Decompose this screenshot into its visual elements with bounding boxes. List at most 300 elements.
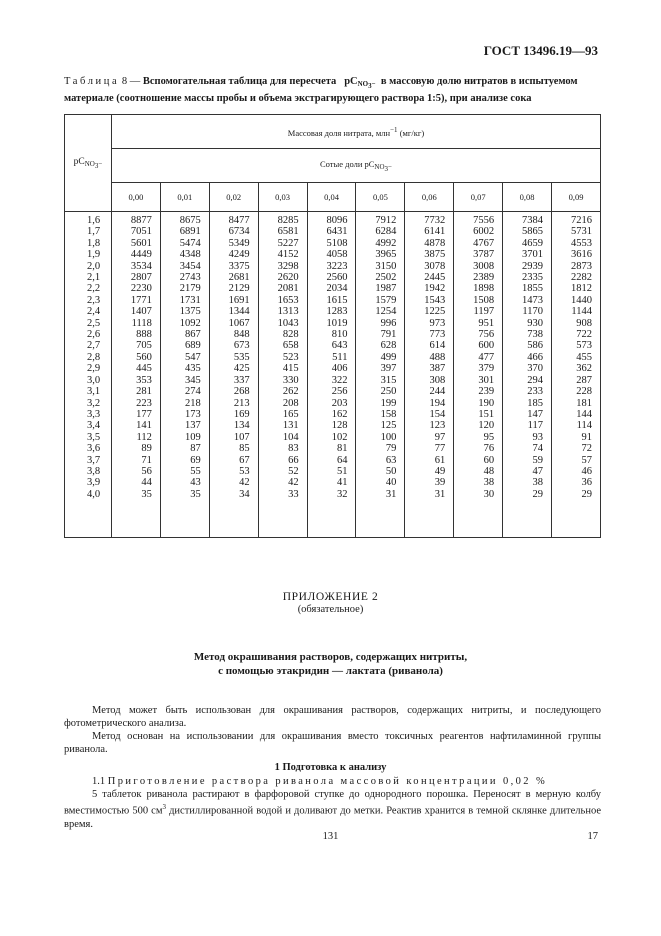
table-cell: 100 — [380, 431, 397, 443]
table-cell: 95 — [483, 431, 495, 443]
table-cell: 2445 — [424, 272, 446, 284]
table-cell: 435 — [185, 363, 201, 375]
table-cell: 2560 — [326, 272, 348, 284]
table-cell: 51 — [336, 465, 348, 477]
caption-number: 8 — [121, 76, 128, 87]
table-cell: 996 — [380, 317, 397, 329]
table-cell: 31 — [385, 488, 397, 500]
table-cell: 1225 — [424, 306, 446, 318]
caption-dash: — — [129, 76, 141, 87]
table-cell: 6734 — [228, 226, 250, 238]
ph-value: 2,5 — [87, 317, 101, 329]
table-cell: 2389 — [473, 272, 495, 284]
table-cell: 1254 — [375, 306, 397, 318]
sheet-number: 17 — [587, 831, 598, 842]
ph-value: 3,3 — [87, 408, 101, 420]
table-cell: 250 — [380, 386, 397, 398]
table-cell: 117 — [527, 420, 544, 432]
table-caption — [64, 76, 601, 105]
table-cell: 102 — [331, 431, 348, 443]
table-cell: 445 — [136, 363, 152, 375]
table-cell: 1019 — [326, 317, 348, 329]
table-cell: 74 — [532, 443, 544, 455]
table-cell: 42 — [288, 477, 299, 489]
table-cell: 4348 — [179, 249, 201, 261]
table-cell: 1197 — [473, 306, 495, 318]
table-cell: 387 — [429, 363, 446, 375]
col-head-pc — [65, 115, 112, 212]
value-column-2 — [209, 212, 258, 538]
table-cell: 3008 — [473, 260, 495, 272]
table-cell: 370 — [527, 363, 544, 375]
method-title-line-1: Метод окрашивания растворов, содержащих нитриты, — [193, 651, 468, 663]
paragraph-2: Метод основан на использовании для окрашивания вместо токсичных реагентов нафтиламинной группы риванола. — [64, 731, 601, 755]
table-cell: 8877 — [130, 215, 152, 226]
table-cell: 466 — [527, 351, 544, 363]
table-cell: 345 — [185, 374, 201, 386]
table-cell: 2939 — [522, 260, 544, 272]
paragraph-3-part-a: 5 таблеток риванола растирают в фарфоровой ступке до однородного порошка. Переносят в мерную колбу вместимостью 500 см — [64, 789, 601, 817]
table-cell: 1170 — [522, 306, 544, 318]
table-cell: 2179 — [179, 283, 201, 295]
table-cell: 38 — [483, 477, 495, 489]
table-cell: 455 — [576, 351, 592, 363]
table-cell: 1043 — [277, 317, 299, 329]
table-cell: 173 — [185, 408, 201, 420]
table-cell: 2129 — [228, 283, 250, 295]
table-cell: 114 — [576, 420, 592, 432]
table-cell: 5227 — [277, 237, 299, 249]
table-cell: 4767 — [473, 237, 495, 249]
table-cell: 1440 — [571, 294, 592, 306]
table-cell: 773 — [429, 329, 446, 341]
ph-value: 3,7 — [87, 454, 101, 466]
table-cell: 29 — [532, 488, 544, 500]
table-cell: 1653 — [277, 294, 299, 306]
table-cell: 107 — [233, 431, 250, 443]
table-cell: 1092 — [179, 317, 201, 329]
table-cell: 3616 — [571, 249, 592, 261]
ph-value: 1,7 — [87, 226, 101, 238]
table-cell: 828 — [282, 329, 299, 341]
table-cell: 5349 — [228, 237, 250, 249]
table-cell: 33 — [288, 488, 299, 500]
table-cell: 85 — [239, 443, 250, 455]
table-cell: 262 — [282, 386, 299, 398]
table-cell: 867 — [185, 329, 201, 341]
table-cell: 233 — [527, 386, 544, 398]
ph-value: 2,4 — [87, 306, 101, 318]
ph-column — [65, 212, 112, 538]
head-hundredths-text: Сотые доли pC — [319, 158, 375, 169]
table-cell: 81 — [336, 443, 348, 455]
table-cell: 2335 — [522, 272, 544, 284]
ph-value: 2,1 — [87, 272, 101, 284]
table-cell: 738 — [527, 329, 544, 341]
table-cell: 43 — [190, 477, 201, 489]
table-cell: 301 — [478, 374, 495, 386]
table-cell: 1731 — [179, 294, 201, 306]
col-head-9: 0,09 — [552, 183, 601, 212]
table-cell: 218 — [185, 397, 201, 409]
col-head-pc-sub2: 3 — [94, 161, 99, 170]
value-column-9 — [552, 212, 601, 538]
table-cell: 6284 — [375, 226, 397, 238]
table-cell: 315 — [380, 374, 397, 386]
table-cell: 274 — [185, 386, 201, 398]
paragraph-3 — [64, 788, 601, 831]
table-cell: 281 — [136, 386, 152, 398]
caption-pc-minus: − — [371, 80, 376, 88]
table-cell: 190 — [478, 397, 495, 409]
ph-value: 2,0 — [87, 260, 101, 272]
table-cell: 791 — [380, 329, 397, 341]
table-cell: 8285 — [277, 215, 299, 226]
caption-pc: pC — [344, 76, 358, 87]
ph-value: 3,8 — [87, 465, 101, 477]
table-cell: 109 — [185, 431, 201, 443]
table-cell: 158 — [380, 408, 397, 420]
table-cell: 199 — [380, 397, 397, 409]
table-cell: 477 — [478, 351, 495, 363]
table-cell: 535 — [233, 351, 250, 363]
table-cell: 63 — [385, 454, 397, 466]
table-cell: 228 — [576, 386, 592, 398]
table-cell: 330 — [282, 374, 299, 386]
table-cell: 1942 — [424, 283, 446, 295]
table-cell: 31 — [434, 488, 446, 500]
table-cell: 181 — [576, 397, 592, 409]
table-cell: 61 — [434, 454, 446, 466]
table-cell: 810 — [331, 329, 348, 341]
value-column-4 — [307, 212, 356, 538]
table-cell: 2081 — [277, 283, 299, 295]
table-cell: 888 — [136, 329, 152, 341]
table-cell: 1543 — [424, 294, 446, 306]
ph-value: 3,0 — [87, 374, 101, 386]
table-cell: 7912 — [375, 215, 397, 226]
table-cell: 30 — [483, 488, 495, 500]
table-cell: 137 — [185, 420, 201, 432]
table-cell: 3454 — [179, 260, 201, 272]
col-head-5: 0,05 — [356, 183, 405, 212]
table-cell: 362 — [576, 363, 592, 375]
table-cell: 203 — [331, 397, 348, 409]
table-cell: 125 — [380, 420, 397, 432]
table-cell: 930 — [527, 317, 544, 329]
table-cell: 848 — [233, 329, 250, 341]
table-cell: 5108 — [326, 237, 348, 249]
ph-value: 3,6 — [87, 443, 101, 455]
table-cell: 79 — [385, 443, 397, 455]
caption-text-1: Вспомогательная таблица для пересчета — [142, 76, 337, 87]
table-cell: 560 — [136, 351, 152, 363]
table-cell: 46 — [581, 465, 592, 477]
paragraph-1: Метод может быть использован для окрашивания растворов, содержащих нитриты, и последующего фотометрического анализа. — [64, 705, 601, 729]
table-cell: 208 — [282, 397, 299, 409]
table-cell: 3965 — [375, 249, 397, 261]
table-cell: 499 — [380, 351, 397, 363]
head-mass-fraction-unit: (мг/кг) — [399, 127, 425, 138]
ph-value: 1,8 — [87, 237, 101, 249]
table-cell: 1283 — [326, 306, 348, 318]
table-cell: 6002 — [473, 226, 495, 238]
table-cell: 71 — [141, 454, 152, 466]
table-cell: 3078 — [424, 260, 446, 272]
table-cell: 6141 — [424, 226, 446, 238]
table-cell: 41 — [336, 477, 348, 489]
table-cell: 93 — [532, 431, 544, 443]
table-cell: 2681 — [228, 272, 250, 284]
table-cell: 38 — [532, 477, 544, 489]
col-head-7: 0,07 — [454, 183, 503, 212]
table-cell: 244 — [429, 386, 446, 398]
caption-word: Таблица — [64, 76, 120, 87]
table-cell: 406 — [331, 363, 348, 375]
value-column-7 — [454, 212, 503, 538]
caption-pc-sub2: 3 — [368, 82, 372, 90]
table-cell: 353 — [136, 374, 152, 386]
value-column-8 — [503, 212, 552, 538]
appendix-subtitle: (обязательное) — [297, 604, 364, 615]
table-cell: 322 — [331, 374, 348, 386]
table-cell: 973 — [429, 317, 446, 329]
table-cell: 1118 — [131, 317, 152, 329]
head-hundredths — [112, 149, 601, 183]
table-cell: 397 — [380, 363, 397, 375]
table-cell: 4249 — [228, 249, 250, 261]
conversion-table — [64, 114, 601, 538]
ph-value: 4,0 — [87, 488, 101, 500]
table-cell: 586 — [527, 340, 544, 352]
table-cell: 32 — [336, 488, 348, 500]
table-cell: 1615 — [326, 294, 348, 306]
head-mass-fraction-text: Массовая доля нитрата, млн — [287, 127, 391, 138]
table-cell: 39 — [434, 477, 446, 489]
table-cell: 1771 — [130, 294, 152, 306]
value-column-0 — [112, 212, 161, 538]
method-title-line-2: с помощью этакридин — лактата (риванола) — [218, 664, 443, 677]
table-cell: 49 — [434, 465, 446, 477]
col-head-1: 0,01 — [160, 183, 209, 212]
table-cell: 7051 — [130, 226, 152, 238]
table-cell: 287 — [576, 374, 592, 386]
table-cell: 673 — [233, 340, 250, 352]
table-cell: 69 — [190, 454, 201, 466]
table-cell: 3534 — [130, 260, 152, 272]
table-cell: 337 — [233, 374, 250, 386]
table-cell: 600 — [478, 340, 495, 352]
ph-value: 2,7 — [87, 340, 101, 352]
table-cell: 91 — [581, 431, 592, 443]
table-cell: 144 — [576, 408, 592, 420]
table-cell: 120 — [478, 420, 495, 432]
subsection-1-1-number: 1.1 — [92, 776, 106, 787]
table-cell: 4553 — [571, 237, 592, 249]
table-cell: 6581 — [277, 226, 299, 238]
ph-value: 3,1 — [87, 386, 101, 398]
table-cell: 643 — [331, 340, 348, 352]
table-cell: 1344 — [228, 306, 250, 318]
table-cell: 53 — [239, 465, 250, 477]
table-cell: 185 — [527, 397, 544, 409]
table-cell: 951 — [478, 317, 495, 329]
paragraph-3-sup: 3 — [162, 803, 166, 811]
col-head-4: 0,04 — [307, 183, 356, 212]
table-cell: 4152 — [277, 249, 299, 261]
ph-value: 1,9 — [87, 249, 101, 261]
table-cell: 705 — [136, 340, 152, 352]
table-cell: 35 — [141, 488, 152, 500]
ph-value: 3,9 — [87, 477, 101, 489]
table-cell: 2230 — [130, 283, 152, 295]
table-cell: 1898 — [473, 283, 495, 295]
table-cell: 4878 — [424, 237, 446, 249]
value-column-5 — [356, 212, 405, 538]
table-cell: 1508 — [473, 294, 495, 306]
col-head-pc-p: pC — [73, 156, 85, 167]
caption-text-2: в массовую долю нитратов в испытуемом материале (соотношение массы пробы и объема экстрагирующего раствора 1:5), при анализе сока — [64, 76, 578, 104]
table-cell: 104 — [282, 431, 299, 443]
table-cell: 415 — [282, 363, 299, 375]
table-cell: 1855 — [522, 283, 544, 295]
table-cell: 97 — [434, 431, 446, 443]
table-cell: 4992 — [375, 237, 397, 249]
table-cell: 1473 — [522, 294, 544, 306]
subsection-1-1-title: Приготовление раствора риванола массовой концентрации 0,02 % — [107, 776, 548, 787]
table-cell: 50 — [385, 465, 397, 477]
table-cell: 268 — [233, 386, 250, 398]
subsection-1-1 — [64, 775, 601, 788]
table-cell: 5601 — [130, 237, 152, 249]
paragraph-3-part-b: дистиллированной водой и доливают до метки. Реактив хранится в темной склянке длительное время. — [64, 805, 601, 830]
table-cell: 7556 — [473, 215, 495, 226]
table-cell: 3298 — [277, 260, 299, 272]
head-hundredths-minus: − — [388, 162, 392, 171]
appendix-title: ПРИЛОЖЕНИЕ 2 — [282, 591, 379, 603]
value-column-3 — [258, 212, 307, 538]
table-cell: 151 — [478, 408, 495, 420]
table-cell: 2807 — [130, 272, 152, 284]
page-number: 131 — [322, 831, 339, 842]
table-cell: 294 — [527, 374, 544, 386]
table-cell: 5474 — [179, 237, 201, 249]
table-cell: 488 — [429, 351, 446, 363]
table-cell: 2034 — [326, 283, 348, 295]
table-cell: 147 — [527, 408, 544, 420]
col-head-8: 0,08 — [503, 183, 552, 212]
table-cell: 2620 — [277, 272, 299, 284]
table-cell: 40 — [385, 477, 397, 489]
value-column-1 — [160, 212, 209, 538]
table-cell: 3223 — [326, 260, 348, 272]
table-cell: 57 — [581, 454, 592, 466]
table-cell: 87 — [190, 443, 201, 455]
caption-pc-sub: NO — [357, 80, 369, 88]
table-cell: 8477 — [228, 215, 250, 226]
head-hundredths-sub: NO — [374, 162, 385, 171]
table-cell: 6431 — [326, 226, 348, 238]
table-cell: 213 — [233, 397, 250, 409]
table-cell: 3875 — [424, 249, 446, 261]
table-cell: 29 — [581, 488, 592, 500]
table-cell: 8675 — [179, 215, 201, 226]
table-cell: 123 — [429, 420, 446, 432]
table-cell: 59 — [532, 454, 544, 466]
table-cell: 256 — [331, 386, 348, 398]
table-cell: 7384 — [522, 215, 544, 226]
table-cell: 177 — [136, 408, 152, 420]
table-cell: 908 — [576, 317, 592, 329]
table-cell: 1313 — [277, 306, 299, 318]
head-mass-fraction-sup: −1 — [390, 125, 398, 134]
table-cell: 511 — [332, 351, 348, 363]
table-cell: 134 — [233, 420, 250, 432]
table-cell: 223 — [136, 397, 152, 409]
col-head-2: 0,02 — [209, 183, 258, 212]
table-cell: 131 — [282, 420, 299, 432]
table-cell: 379 — [478, 363, 495, 375]
method-title — [0, 651, 661, 678]
table-cell: 5731 — [571, 226, 592, 238]
table-cell: 64 — [336, 454, 348, 466]
table-cell: 6891 — [179, 226, 201, 238]
ph-value: 3,5 — [87, 431, 101, 443]
table-cell: 1691 — [228, 294, 250, 306]
head-mass-fraction — [112, 115, 601, 149]
table-cell: 2502 — [375, 272, 397, 284]
table-cell: 1144 — [571, 306, 592, 318]
ph-value: 3,4 — [87, 420, 101, 432]
table-cell: 83 — [288, 443, 299, 455]
table-cell: 35 — [190, 488, 201, 500]
table-cell: 425 — [233, 363, 250, 375]
col-head-0: 0,00 — [112, 183, 161, 212]
ph-value: 3,2 — [87, 397, 101, 409]
value-column-6 — [405, 212, 454, 538]
table-cell: 194 — [429, 397, 446, 409]
ph-value: 2,8 — [87, 351, 101, 363]
table-cell: 7732 — [424, 215, 446, 226]
table-cell: 89 — [141, 443, 152, 455]
ph-value: 2,6 — [87, 329, 101, 341]
table-cell: 128 — [331, 420, 348, 432]
table-cell: 2743 — [179, 272, 201, 284]
table-cell: 154 — [429, 408, 446, 420]
table-cell: 77 — [434, 443, 446, 455]
table-cell: 67 — [239, 454, 250, 466]
table-cell: 658 — [282, 340, 299, 352]
table-cell: 42 — [239, 477, 250, 489]
ph-value: 1,6 — [87, 215, 101, 226]
table-cell: 2873 — [571, 260, 592, 272]
col-head-3: 0,03 — [258, 183, 307, 212]
table-cell: 614 — [429, 340, 446, 352]
table-cell: 8096 — [326, 215, 348, 226]
table-cell: 72 — [581, 443, 592, 455]
table-cell: 689 — [185, 340, 201, 352]
table-cell: 34 — [239, 488, 250, 500]
table-cell: 141 — [136, 420, 152, 432]
table-cell: 56 — [141, 465, 152, 477]
table-cell: 112 — [136, 431, 152, 443]
table-cell: 1812 — [571, 283, 592, 295]
table-cell: 47 — [532, 465, 544, 477]
table-cell: 1579 — [375, 294, 397, 306]
table-cell: 55 — [190, 465, 201, 477]
table-cell: 239 — [478, 386, 495, 398]
table-cell: 547 — [185, 351, 201, 363]
